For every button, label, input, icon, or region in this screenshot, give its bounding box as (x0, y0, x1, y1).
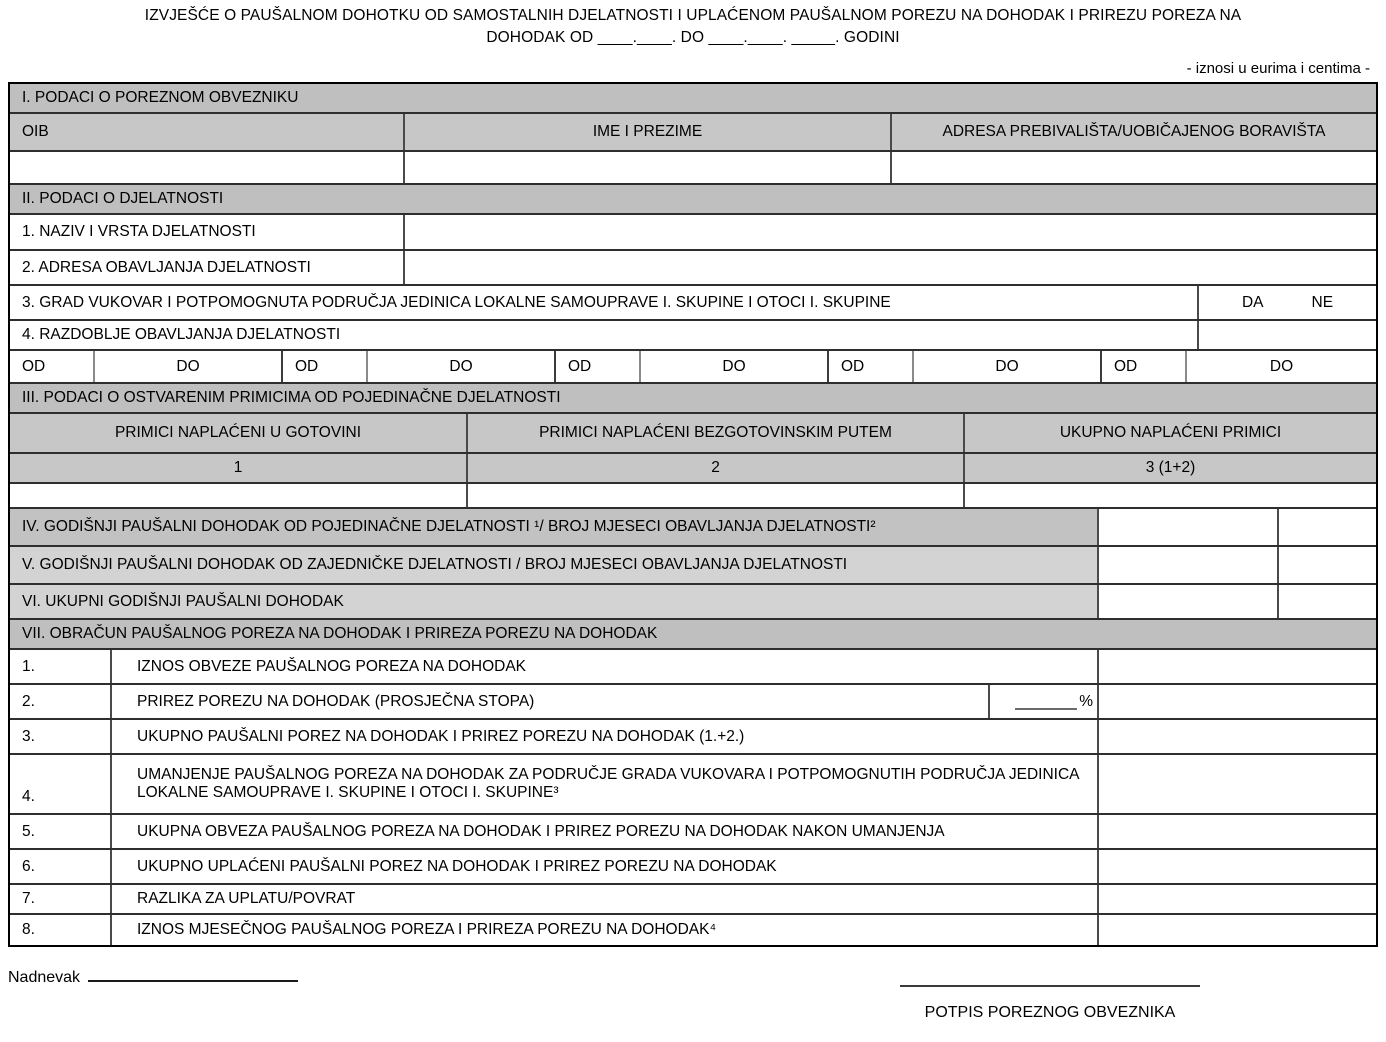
naziv-djelatnosti-input-cell[interactable] (405, 215, 1376, 249)
row-label: UKUPNO PAUŠALNI POREZ NA DOHODAK I PRIREZ POREZU NA DOHODAK (1.+2.) (112, 720, 1099, 753)
section5-row (10, 547, 1376, 585)
section1-columns-row (10, 114, 1376, 152)
row-value-cell[interactable] (1099, 685, 1376, 718)
row-value-cell[interactable] (1099, 885, 1376, 913)
period-do-cell[interactable]: DO (722, 357, 746, 375)
section2-header-row (10, 185, 1376, 215)
date-label: Nadnevak (8, 969, 81, 986)
section4-value-cell[interactable] (1099, 509, 1279, 545)
row-number: 2. (10, 685, 112, 718)
row-value-cell[interactable] (1099, 650, 1376, 683)
signature-block (900, 972, 1200, 1022)
period-od-do-row (10, 351, 1376, 384)
row-number: 4. (10, 755, 112, 813)
period-do-cell[interactable]: DO (176, 357, 200, 375)
row-label: PRIREZ POREZU NA DOHODAK (PROSJEČNA STOPA) (112, 685, 990, 718)
section7-row-2 (10, 685, 1376, 720)
prirez-rate-blank[interactable] (1015, 693, 1077, 710)
section2-row-vukovar (10, 286, 1376, 321)
percent-sign: % (1079, 692, 1093, 710)
period-od-label: OD (1102, 351, 1187, 382)
section3-columns-row (10, 414, 1376, 454)
units-note: - iznosi u eurima i centima - (1186, 60, 1370, 77)
row-number: 3. (10, 720, 112, 753)
section7-row-3 (10, 720, 1376, 755)
section7-row-1 (10, 650, 1376, 685)
column-header-ime-i-prezime: IME I PREZIME (405, 114, 892, 150)
prirez-rate-cell (990, 685, 1099, 718)
form-title-line2: DOHODAK OD ____.____. DO ____.____. _____. GODINI (486, 29, 900, 46)
signature-label: POTPIS POREZNOG OBVEZNIKA (924, 1004, 1176, 1021)
section5-label: V. GODIŠNJI PAUŠALNI DOHODAK OD ZAJEDNIČKE DJELATNOSTI / BROJ MJESECI OBAVLJANJA DJELATNOSTI (10, 547, 1099, 583)
period-group-3 (556, 351, 829, 382)
ne-option[interactable]: NE (1311, 293, 1334, 311)
row-number: 1. (10, 650, 112, 683)
section2-row-razdoblje (10, 321, 1376, 351)
column-header-oib: OIB (10, 114, 405, 150)
section4-row (10, 509, 1376, 547)
section7-header: VII. OBRAČUN PAUŠALNOG POREZA NA DOHODAK I PRIREZA POREZU NA DOHODAK (22, 625, 658, 643)
column-number-2: 2 (468, 454, 965, 482)
form-table (8, 82, 1378, 947)
section4-months-cell[interactable] (1279, 509, 1376, 545)
date-blank-line[interactable] (88, 966, 298, 982)
period-od-label: OD (10, 351, 95, 382)
section7-header-row (10, 620, 1376, 650)
razdoblje-input-cell[interactable] (1199, 321, 1376, 349)
row-value-cell[interactable] (1099, 850, 1376, 883)
row-number: 7. (10, 885, 112, 913)
section7-row-8 (10, 915, 1376, 945)
adresa-obavljanja-label: 2. ADRESA OBAVLJANJA DJELATNOSTI (10, 251, 405, 284)
section6-row (10, 585, 1376, 620)
period-od-label: OD (556, 351, 641, 382)
row-label: UKUPNA OBVEZA PAUŠALNOG POREZA NA DOHODAK I PRIREZ POREZU NA DOHODAK NAKON UMANJENJA (112, 815, 1099, 848)
column-number-3: 3 (1+2) (1145, 459, 1196, 477)
row-number: 5. (10, 815, 112, 848)
date-row (8, 966, 298, 987)
grad-vukovar-label: 3. GRAD VUKOVAR I POTPOMOGNUTA PODRUČJA JEDINICA LOKALNE SAMOUPRAVE I. SKUPINE I OTOCI I. SKUPINE (10, 286, 1199, 319)
ukupno-primici-input-cell[interactable] (965, 484, 1376, 507)
period-do-cell[interactable]: DO (449, 357, 473, 375)
section6-value-cell[interactable] (1099, 585, 1279, 618)
row-value-cell[interactable] (1099, 915, 1376, 945)
section7-row-6 (10, 850, 1376, 885)
section4-label: IV. GODIŠNJI PAUŠALNI DOHODAK OD POJEDINAČNE DJELATNOSTI ¹/ BROJ MJESECI OBAVLJANJA DJELATNOSTI² (10, 509, 1099, 545)
row-label: IZNOS OBVEZE PAUŠALNOG POREZA NA DOHODAK (112, 650, 1099, 683)
period-group-5 (1102, 351, 1376, 382)
section3-input-row (10, 484, 1376, 509)
da-ne-cell (1199, 286, 1376, 319)
column-header-primici-bezgotovinski: PRIMICI NAPLAĆENI BEZGOTOVINSKIM PUTEM (468, 414, 965, 452)
section3-numbers-row (10, 454, 1376, 484)
section1-header-row (10, 84, 1376, 114)
form-title-line1: IZVJEŠĆE O PAUŠALNOM DOHOTKU OD SAMOSTALNIH DJELATNOSTI I UPLAĆENOM PAUŠALNOM POREZU NA DOHODAK I PRIREZU POREZA NA (144, 7, 1242, 24)
oib-input-cell[interactable] (10, 152, 405, 183)
column-number-1: 1 (10, 454, 468, 482)
section6-label: VI. UKUPNI GODIŠNJI PAUŠALNI DOHODAK (10, 585, 1099, 618)
period-group-4 (829, 351, 1102, 382)
section2-row-adresa (10, 251, 1376, 286)
section1-header: I. PODACI O POREZNOM OBVEZNIKU (22, 89, 299, 107)
section2-row-naziv (10, 215, 1376, 251)
section3-header-row (10, 384, 1376, 414)
section7-row-7 (10, 885, 1376, 915)
adresa-input-cell[interactable] (892, 152, 1376, 183)
section7-row-4 (10, 755, 1376, 815)
period-od-label: OD (283, 351, 368, 382)
row-number: 8. (10, 915, 112, 945)
section3-header: III. PODACI O OSTVARENIM PRIMICIMA OD POJEDINAČNE DJELATNOSTI (22, 389, 561, 407)
period-od-label: OD (829, 351, 914, 382)
razdoblje-label: 4. RAZDOBLJE OBAVLJANJA DJELATNOSTI (10, 321, 1199, 349)
section1-input-row (10, 152, 1376, 185)
adresa-obavljanja-input-cell[interactable] (405, 251, 1376, 284)
period-do-cell[interactable]: DO (995, 357, 1019, 375)
row-value-cell[interactable] (1099, 815, 1376, 848)
row-label: UMANJENJE PAUŠALNOG POREZA NA DOHODAK ZA PODRUČJE GRADA VUKOVARA I POTPOMOGNUTIH PODRUČJA JEDINICA LOKALNE SAMOUPRAVE I. SKUPINE I OTOCI I. SKUPINE³ (112, 755, 1099, 813)
naziv-djelatnosti-label: 1. NAZIV I VRSTA DJELATNOSTI (10, 215, 405, 249)
section7-row-5 (10, 815, 1376, 850)
primici-gotovina-input-cell[interactable] (10, 484, 468, 507)
ime-i-prezime-input-cell[interactable] (405, 152, 892, 183)
signature-blank-line[interactable] (900, 972, 1200, 987)
period-group-2 (283, 351, 556, 382)
section6-months-cell[interactable] (1279, 585, 1376, 618)
primici-bezgotovinski-input-cell[interactable] (468, 484, 965, 507)
column-header-adresa: ADRESA PREBIVALIŠTA/UOBIČAJENOG BORAVIŠTA (942, 123, 1326, 141)
row-label: RAZLIKA ZA UPLATU/POVRAT (112, 885, 1099, 913)
section5-months-cell[interactable] (1279, 547, 1376, 583)
row-label: IZNOS MJESEČNOG PAUŠALNOG POREZA I PRIREZA POREZU NA DOHODAK⁴ (112, 915, 1099, 945)
row-value-cell[interactable] (1099, 755, 1376, 813)
period-do-cell[interactable]: DO (1269, 357, 1294, 375)
section2-header: II. PODACI O DJELATNOSTI (22, 190, 224, 208)
da-option[interactable]: DA (1241, 293, 1264, 311)
section5-value-cell[interactable] (1099, 547, 1279, 583)
column-header-primici-gotovina: PRIMICI NAPLAĆENI U GOTOVINI (10, 414, 468, 452)
row-label: UKUPNO UPLAĆENI PAUŠALNI POREZ NA DOHODAK I PRIREZ POREZU NA DOHODAK (112, 850, 1099, 883)
column-header-ukupno-primici: UKUPNO NAPLAĆENI PRIMICI (1059, 424, 1282, 442)
row-number: 6. (10, 850, 112, 883)
period-group-1 (10, 351, 283, 382)
row-value-cell[interactable] (1099, 720, 1376, 753)
